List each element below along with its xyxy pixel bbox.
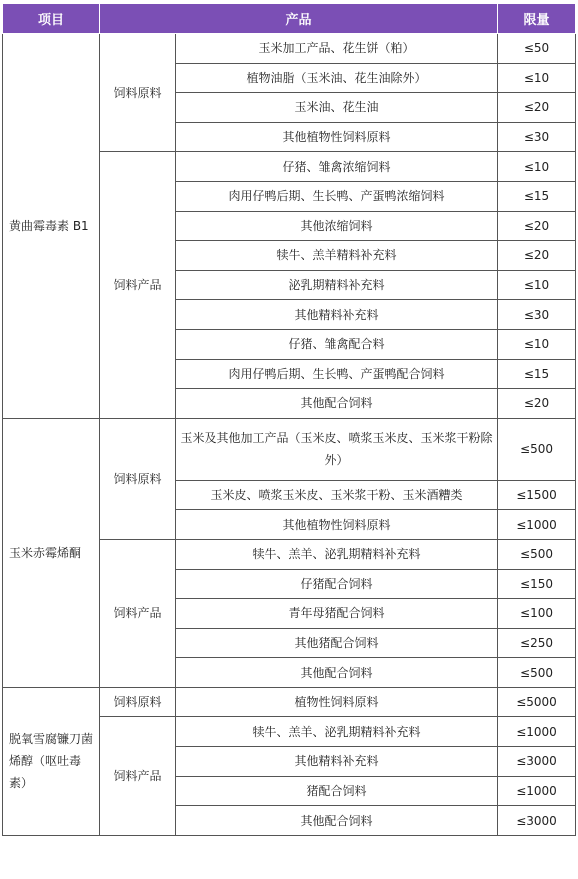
product-cell: 其他配合饲料: [176, 806, 498, 836]
category-cell: 饲料原料: [100, 34, 176, 152]
limit-cell: ≤3000: [498, 806, 576, 836]
limit-cell: ≤500: [498, 539, 576, 569]
item-cell: 玉米赤霉烯酮: [3, 418, 100, 687]
limit-cell: ≤500: [498, 418, 576, 480]
limit-cell: ≤30: [498, 122, 576, 152]
limit-cell: ≤30: [498, 300, 576, 330]
product-cell: 其他植物性饲料原料: [176, 510, 498, 540]
limit-cell: ≤15: [498, 359, 576, 389]
limit-cell: ≤15: [498, 181, 576, 211]
product-cell: 肉用仔鸭后期、生长鸭、产蛋鸭浓缩饲料: [176, 181, 498, 211]
limit-cell: ≤3000: [498, 747, 576, 777]
limit-cell: ≤50: [498, 34, 576, 64]
header-product: 产品: [100, 4, 498, 34]
limit-cell: ≤20: [498, 389, 576, 419]
limit-cell: ≤150: [498, 569, 576, 599]
limit-cell: ≤10: [498, 63, 576, 93]
limit-cell: ≤1000: [498, 510, 576, 540]
product-cell: 犊牛、羔羊精料补充料: [176, 241, 498, 271]
product-cell: 玉米皮、喷浆玉米皮、玉米浆干粉、玉米酒糟类: [176, 480, 498, 510]
product-cell: 植物油脂（玉米油、花生油除外）: [176, 63, 498, 93]
limit-cell: ≤20: [498, 93, 576, 123]
category-cell: 饲料原料: [100, 418, 176, 539]
category-cell: 饲料产品: [100, 539, 176, 687]
header-limit: 限量: [498, 4, 576, 34]
table-row: [3, 34, 576, 64]
header-item: 项目: [3, 4, 100, 34]
table-header-row: [3, 4, 576, 34]
product-cell: 仔猪、雏禽浓缩饲料: [176, 152, 498, 182]
limit-cell: ≤5000: [498, 687, 576, 717]
limit-cell: ≤250: [498, 628, 576, 658]
item-cell: 脱氧雪腐镰刀菌烯醇（呕吐毒素）: [3, 687, 100, 835]
limit-cell: ≤100: [498, 599, 576, 629]
table-row: [3, 687, 576, 717]
limit-cell: ≤10: [498, 270, 576, 300]
limit-cell: ≤1000: [498, 776, 576, 806]
product-cell: 犊牛、羔羊、泌乳期精料补充料: [176, 539, 498, 569]
product-cell: 植物性饲料原料: [176, 687, 498, 717]
category-cell: 饲料产品: [100, 717, 176, 835]
limit-cell: ≤10: [498, 329, 576, 359]
limit-cell: ≤1500: [498, 480, 576, 510]
limit-cell: ≤500: [498, 658, 576, 688]
product-cell: 犊牛、羔羊、泌乳期精料补充料: [176, 717, 498, 747]
product-cell: 其他精料补充料: [176, 300, 498, 330]
category-cell: 饲料产品: [100, 152, 176, 418]
item-cell: 黄曲霉毒素 B1: [3, 34, 100, 419]
product-cell: 猪配合饲料: [176, 776, 498, 806]
product-cell: 玉米加工产品、花生饼（粕）: [176, 34, 498, 64]
product-cell: 泌乳期精料补充料: [176, 270, 498, 300]
product-cell: 青年母猪配合饲料: [176, 599, 498, 629]
product-cell: 玉米油、花生油: [176, 93, 498, 123]
limit-cell: ≤20: [498, 211, 576, 241]
category-cell: 饲料原料: [100, 687, 176, 717]
product-cell: 其他配合饲料: [176, 658, 498, 688]
product-cell: 其他精料补充料: [176, 747, 498, 777]
product-cell: 其他猪配合饲料: [176, 628, 498, 658]
product-cell: 其他植物性饲料原料: [176, 122, 498, 152]
product-cell: 仔猪配合饲料: [176, 569, 498, 599]
table-row: [3, 418, 576, 480]
product-cell: 仔猪、雏禽配合料: [176, 329, 498, 359]
limit-cell: ≤1000: [498, 717, 576, 747]
product-cell: 肉用仔鸭后期、生长鸭、产蛋鸭配合饲料: [176, 359, 498, 389]
product-cell: 玉米及其他加工产品（玉米皮、喷浆玉米皮、玉米浆干粉除外）: [176, 418, 498, 480]
mycotoxin-limits-table: [2, 3, 576, 836]
limit-cell: ≤20: [498, 241, 576, 271]
limit-cell: ≤10: [498, 152, 576, 182]
product-cell: 其他浓缩饲料: [176, 211, 498, 241]
product-cell: 其他配合饲料: [176, 389, 498, 419]
